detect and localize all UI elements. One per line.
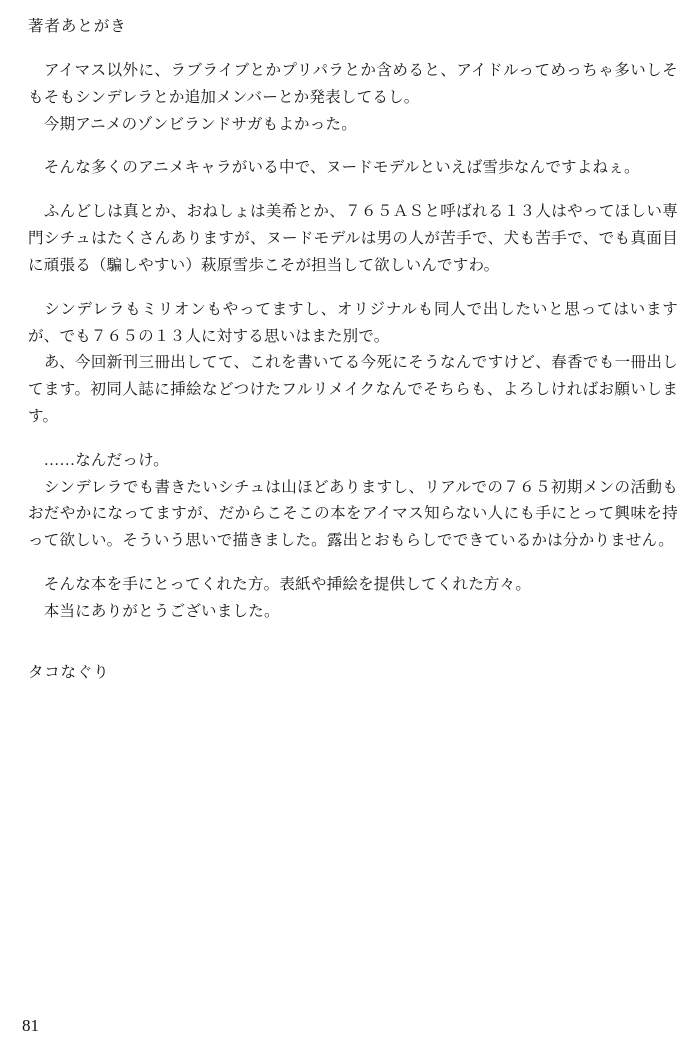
paragraph-spacer [28,182,678,199]
afterword-body [28,58,678,686]
paragraph: シンデレラでも書きたいシチュは山ほどありますし、リアルでの７６５初期メンの活動もおだやかになってますが、だからこそこの本をアイマス知らない人にも手にとって興味を持って欲しい。そういう思いで描きました。露出とおもらしでできているかは分かりません。 [28,478,678,550]
paragraph: ……なんだっけ。 [28,451,169,469]
paragraph: 今期アニメのゾンビランドサガもよかった。 [28,115,357,133]
paragraph: ふんどしは真とか、おねしょは美希とか、７６５ＡＳと呼ばれる１３人はやってほしい専門シチュはたくさんありますが、ヌードモデルは男の人が苦手で、犬も苦手で、でも真面目に頑張る（騙しやすい）萩原雪歩こそが担当して欲しいんですわ。 [28,203,678,274]
page-number: 81 [22,1016,39,1035]
paragraph: シンデレラもミリオンもやってますし、オリジナルも同人で出したいと思ってはいますが、でも７６５の１３人に対する思いはまた別で。 [28,300,678,345]
paragraph-spacer [28,431,678,448]
paragraph: そんな本を手にとってくれた方。表紙や挿絵を提供してくれた方々。 [28,576,532,593]
paragraph: 本当にありがとうございました。 [28,602,280,620]
author-signature: タコなぐり [28,663,110,681]
paragraph: そんな多くのアニメキャラがいる中で、ヌードモデルといえば雪歩なんですよねぇ。 [28,159,640,177]
paragraph-spacer [28,555,678,572]
paragraph: あ、今回新刊三冊出してて、これを書いてる今死にそうなんですけど、春香でも一冊出してます。初同人誌に挿絵などつけたフルリメイクなんでそちらも、よろしければお願いします。 [28,354,678,425]
paragraph-spacer [28,280,678,297]
page-title: 著者あとがき [28,18,127,35]
paragraph-spacer [28,138,678,155]
paragraph: アイマス以外に、ラブライブとかプリパラとか含めると、アイドルってめっちゃ多いしそもそもシンデレラとか追加メンバーとか発表してるし。 [28,62,678,106]
